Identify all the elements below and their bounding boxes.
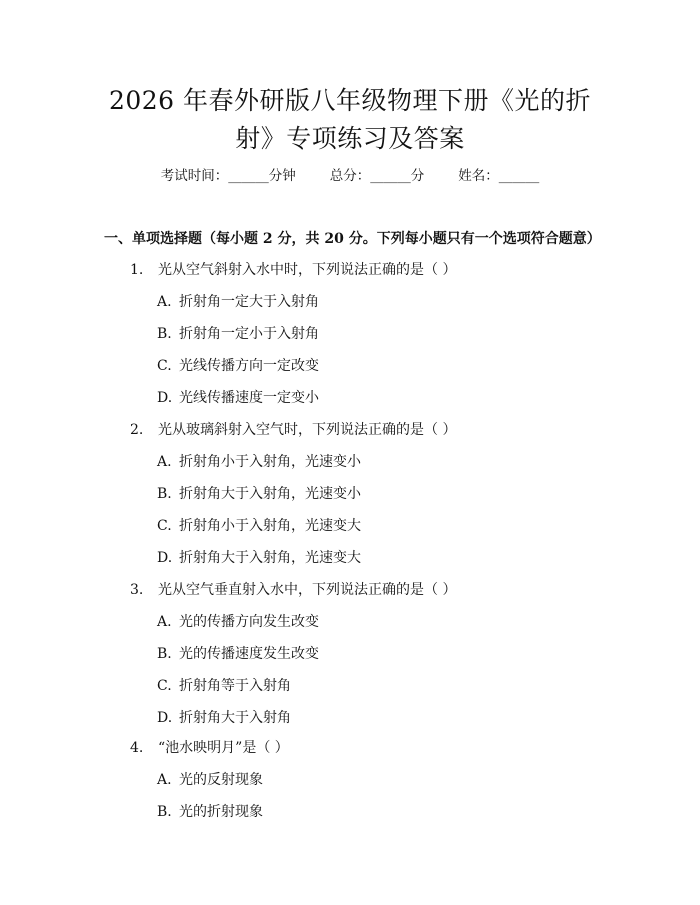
option-text: 光的折射现象	[179, 804, 263, 820]
question-number: 1.	[130, 262, 144, 278]
option-2a	[157, 455, 361, 469]
option-text: 折射角大于入射角，光速变小	[179, 486, 361, 502]
option-letter: D.	[157, 710, 173, 726]
option-letter: B.	[157, 804, 172, 820]
option-text: 光线传播方向一定改变	[179, 358, 319, 374]
page-title-line-2: 射》专项练习及答案	[235, 124, 465, 153]
page-title-line-1: 2026 年春外研版八年级物理下册《光的折	[108, 86, 592, 115]
option-text: 折射角小于入射角，光速变大	[179, 518, 361, 534]
time-blank: ______	[228, 168, 269, 184]
question-4	[130, 741, 289, 755]
option-letter: C.	[157, 678, 172, 694]
option-letter: A.	[157, 614, 172, 630]
option-text: 折射角等于入射角	[179, 678, 291, 694]
option-4a	[157, 773, 263, 787]
option-1c	[157, 359, 319, 373]
score-unit: 分	[410, 168, 425, 184]
score-blank: ______	[370, 168, 411, 184]
option-1b	[157, 327, 319, 341]
question-stem: 光从空气斜射入水中时，下列说法正确的是（ ）	[158, 262, 457, 278]
time-label: 考试时间：	[160, 168, 229, 184]
option-text: 光的反射现象	[179, 772, 263, 788]
option-3d	[157, 711, 291, 725]
section-heading: 一、单项选择题（每小题 2 分，共 20 分。下列每小题只有一个选项符合题意）	[104, 231, 601, 247]
option-text: 折射角大于入射角，光速变大	[179, 550, 361, 566]
option-letter: A.	[157, 294, 172, 310]
name-label: 姓名：	[458, 168, 499, 184]
option-2c	[157, 519, 361, 533]
option-letter: C.	[157, 518, 172, 534]
option-letter: C.	[157, 358, 172, 374]
exam-info	[0, 170, 700, 184]
time-unit: 分钟	[268, 168, 296, 184]
option-1a	[157, 295, 319, 309]
option-letter: B.	[157, 486, 172, 502]
score-label: 总分：	[329, 168, 371, 184]
option-2d	[157, 551, 361, 565]
option-letter: B.	[157, 326, 172, 342]
option-text: 光的传播方向发生改变	[179, 614, 319, 630]
question-3	[130, 583, 456, 597]
question-stem: “池水映明月”是（ ）	[158, 740, 289, 756]
name-blank: ______	[498, 168, 540, 184]
option-3c	[157, 679, 291, 693]
option-letter: A.	[157, 454, 172, 470]
option-text: 光的传播速度发生改变	[179, 646, 319, 662]
option-letter: D.	[157, 550, 173, 566]
option-text: 折射角大于入射角	[179, 710, 291, 726]
option-text: 折射角小于入射角，光速变小	[179, 454, 361, 470]
question-number: 4.	[130, 740, 144, 756]
option-text: 折射角一定大于入射角	[179, 294, 319, 310]
option-letter: D.	[157, 390, 173, 406]
option-letter: A.	[157, 772, 172, 788]
question-2	[130, 423, 456, 437]
question-number: 2.	[130, 422, 144, 438]
option-4b	[157, 805, 263, 819]
option-3b	[157, 647, 319, 661]
option-2b	[157, 487, 361, 501]
question-stem: 光从玻璃斜射入空气时，下列说法正确的是（ ）	[158, 422, 457, 438]
option-text: 光线传播速度一定变小	[179, 390, 319, 406]
option-text: 折射角一定小于入射角	[179, 326, 319, 342]
question-stem: 光从空气垂直射入水中，下列说法正确的是（ ）	[158, 582, 457, 598]
question-number: 3.	[130, 582, 144, 598]
option-letter: B.	[157, 646, 172, 662]
option-1d	[157, 391, 319, 405]
option-3a	[157, 615, 319, 629]
question-1	[130, 263, 456, 277]
